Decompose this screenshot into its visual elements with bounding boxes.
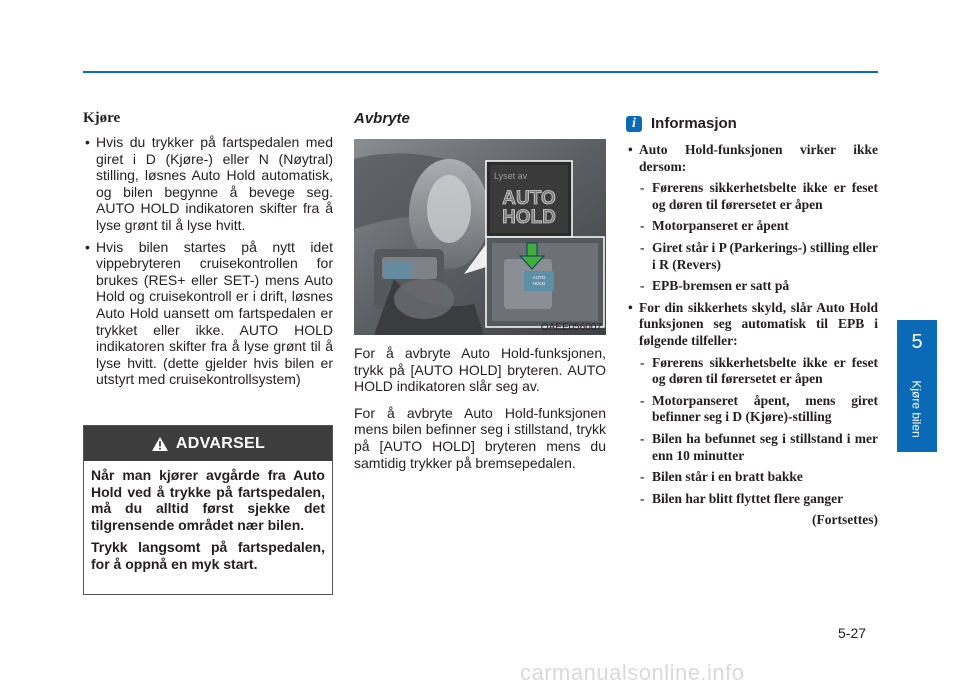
figure-code: OAEE056007	[540, 322, 602, 333]
indicator-auto-text: AUTO	[502, 188, 556, 209]
driving-section	[83, 110, 333, 393]
info-header	[626, 115, 878, 132]
top-rule	[83, 71, 878, 73]
list-item: - Bilen har blitt flyttet flere ganger	[626, 491, 878, 508]
list-item: - Bilen står i en bratt bakke	[626, 469, 878, 486]
driving-bullets	[83, 134, 333, 388]
warning-icon	[151, 436, 169, 452]
list-item: • Auto Hold-funksjonen virker ikke dersom:	[626, 142, 878, 175]
cancel-title: Avbryte	[354, 110, 410, 127]
page-number: 5-27	[838, 625, 867, 641]
warning-label: ADVARSEL	[175, 434, 266, 452]
auto-hold-figure	[354, 139, 606, 335]
warning-text: Trykk langsomt på fartspedalen, for å oppnå en myk start.	[91, 539, 325, 572]
list-item: - Førerens sikkerhetsbelte ikke er feset og døren til førersetet er åpen	[626, 355, 878, 388]
warning-header	[84, 426, 332, 461]
warning-body	[84, 461, 332, 573]
warning-text: Når man kjører avgårde fra Auto Hold ved å trykke på fartspedalen, må du alltid først sjekke det tilgrensende området nær bilen.	[91, 467, 325, 533]
cancel-paragraph: For å avbryte Auto Hold-funksjonen, trykk på [AUTO HOLD] bryteren. AUTO HOLD indikatoren slår seg av.	[354, 345, 606, 395]
list-item: - Førerens sikkerhetsbelte ikke er feset og døren til førersetet er åpen	[626, 180, 878, 213]
info-icon: i	[626, 116, 642, 132]
cancel-section	[354, 110, 606, 471]
list-item: - Giret står i P (Parkerings-) stilling eller i R (Revers)	[626, 240, 878, 273]
chapter-title: Kjøre bilen	[910, 380, 925, 438]
warning-box	[83, 425, 333, 595]
button-auto-text: AUTO	[532, 275, 546, 280]
watermark: carmanualsonline.info	[520, 660, 745, 685]
button-hold-text: HOLD	[532, 281, 546, 286]
list-item: - EPB-bremsen er satt på	[626, 278, 878, 295]
continued-note: (Fortsettes)	[812, 512, 878, 528]
list-item: • For din sikkerhets skyld, slår Auto Hold funksjonen seg automatisk til EPB i følgende tilfeller:	[626, 300, 878, 350]
list-item: - Motorpanseret er åpent	[626, 218, 878, 235]
list-item: • Hvis du trykker på fartspedalen med giret i D (Kjøre-) eller N (Nøytral) stilling, løsnes Auto Hold automatisk, og bilen begynne å bevege seg. AUTO HOLD indikatoren skifter fra å lyse grønt til å lyse hvitt.	[83, 134, 333, 234]
list-item: - Motorpanseret åpent, mens giret befinner seg i D (Kjøre)-stilling	[626, 393, 878, 426]
list-item: - Bilen ha befunnet seg i stillstand i mer enn 10 minutter	[626, 431, 878, 464]
info-title: Informasjon	[651, 115, 737, 132]
section-heading: Kjøre	[83, 110, 121, 126]
indicator-state-text: Lyset av	[494, 171, 528, 181]
cancel-paragraph: For å avbryte Auto Hold-funksjonen mens bilen befinner seg i stillstand, trykk på [AUTO HOLD] bryteren mens du samtidig trykker på bremsepedalen.	[354, 404, 606, 471]
chapter-title-wrap	[905, 372, 929, 446]
indicator-hold-text: HOLD	[502, 207, 556, 228]
information-section	[626, 115, 878, 529]
list-item: • Hvis bilen startes på nytt idet vippebryteren cruisekontrollen for brukes (RES+ eller SET-) mens Auto Hold og cruisekontroll er i drift, løsnes Auto Hold uansett om fartspedalen er trykket eller ikke. AUTO HOLD indikatoren skifter fra å lyse grønt til å lyse hvitt. (dette gjelder hvis bilen er utstyrt med cruisekontrollsystem)	[83, 239, 333, 388]
console-illustration	[354, 139, 606, 335]
chapter-number: 5	[911, 330, 923, 353]
info-list	[626, 142, 878, 529]
